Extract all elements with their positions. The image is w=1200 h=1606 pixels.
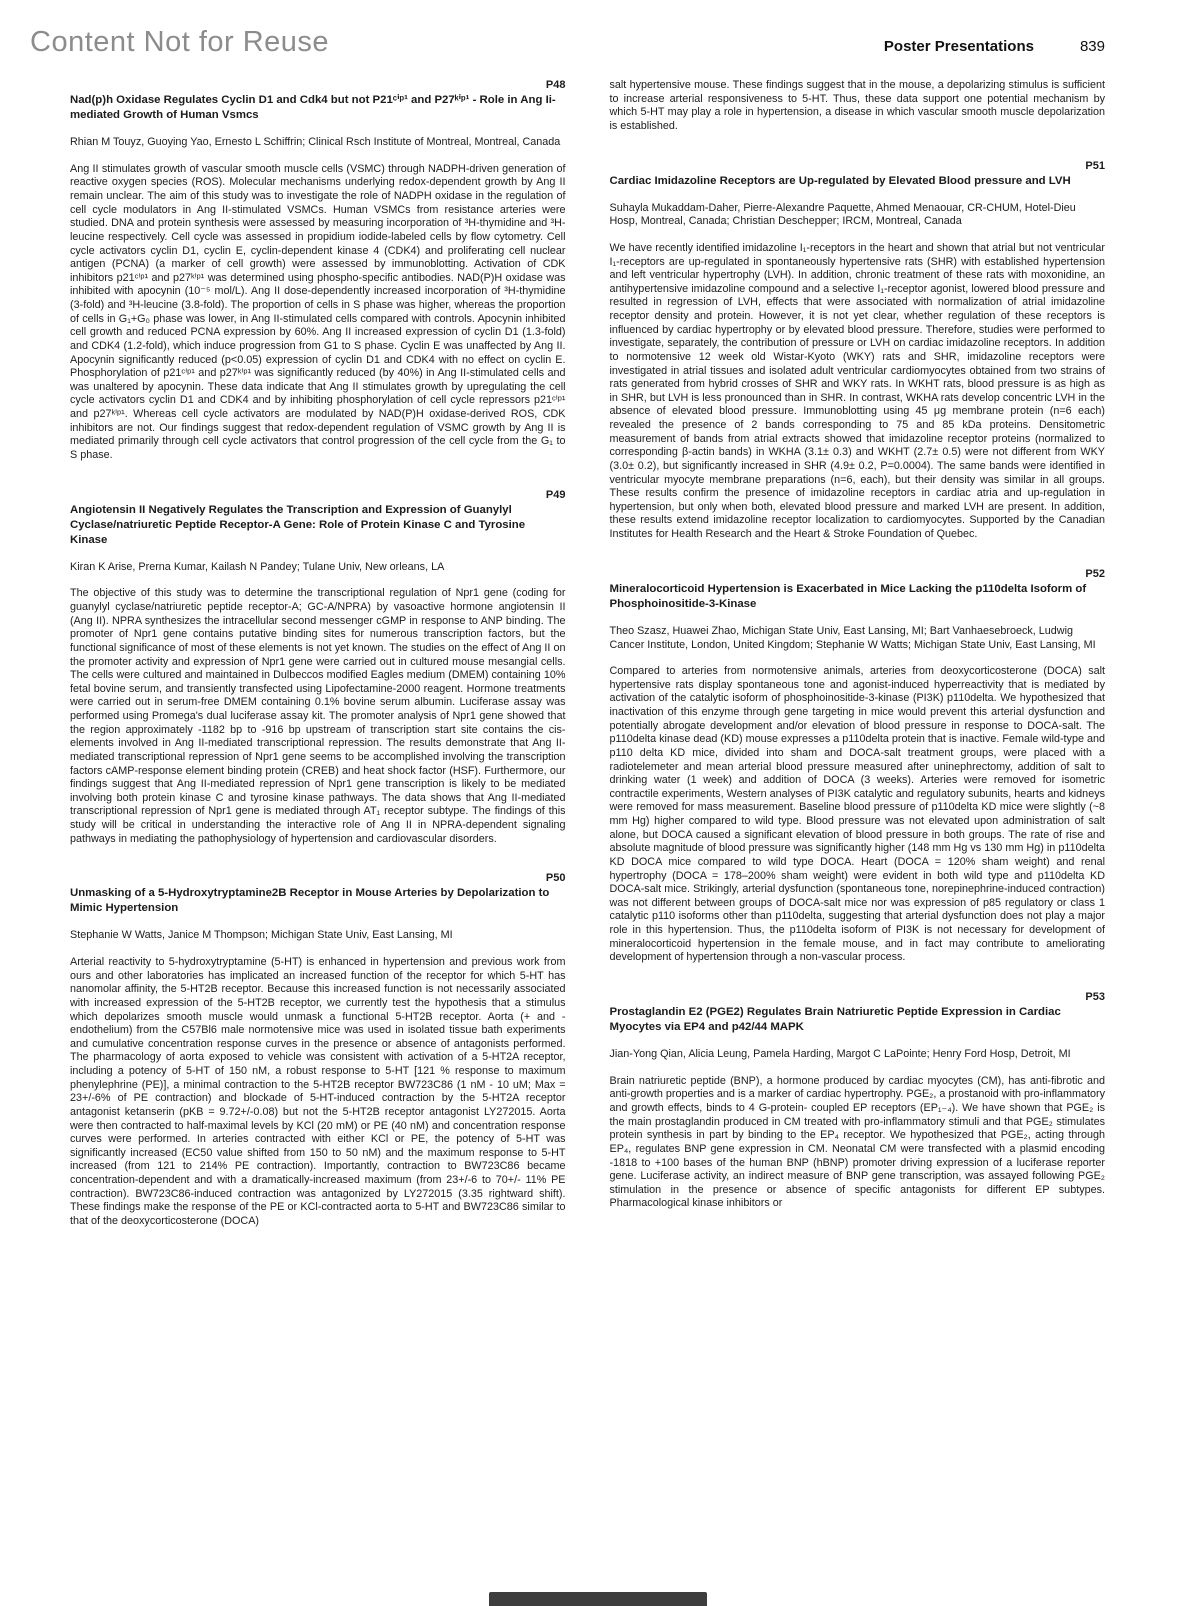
abstract-authors: Jian-Yong Qian, Alicia Leung, Pamela Harding, Margot C LaPointe; Henry Ford Hosp, Detroit, MI [609, 1048, 1071, 1061]
abstract-title: Unmasking of a 5-Hydroxytryptamine2B Receptor in Mouse Arteries by Depolarization to Mimic Hypertension [70, 887, 550, 915]
page-header [30, 26, 1105, 59]
section-title: Poster Presentations [883, 38, 1034, 55]
abstract-title: Prostaglandin E2 (PGE2) Regulates Brain Natriuretic Peptide Expression in Cardiac Myocytes via EP4 and p42/44 MAPK [609, 1005, 1061, 1033]
abstract-authors: Rhian M Touyz, Guoying Yao, Ernesto L Schiffrin; Clinical Rsch Institute of Montreal, Montreal, Canada [70, 136, 561, 149]
abstract-title: Cardiac Imidazoline Receptors are Up-regulated by Elevated Blood pressure and LVH [609, 174, 1071, 187]
abstract [610, 991, 1106, 1211]
running-head [884, 38, 1105, 56]
abstract-authors: Suhayla Mukaddam-Daher, Pierre-Alexandre Paquette, Ahmed Menaouar, CR-CHUM, Hotel-Dieu Hosp, Montreal, Canada; Christian Deschepper; IRCM, Montreal, Canada [609, 201, 1076, 228]
left-column [70, 79, 566, 1229]
abstract-body: Ang II stimulates growth of vascular smooth muscle cells (VSMC) through NADPH-driven generation of reactive oxygen species (ROS). Molecular mechanisms underlying redox-dependent growth by Ang II remain unclear. The aim of this study was to investigate the role of NADPH oxidase in the regulation of cell cycle modulators in Ang II-stimulated VSMCs. Human VSMCs from resistance arteries were studied. DNA and protein synthesis were assessed by measuring incorporation of ³H-thymidine and ³H-leucine respectively. Cell cycle was assessed in propidium iodide-labeled cells by flow cytometry. Cell cycle activators cyclin D1, cyclin E, cyclin-dependent kinase 4 (CDK4) and proliferating cell nuclear antigen (PCNA) (a marker of cell growth) were assessed by immunoblotting. Activation of CDK inhibitors p21ᶜⁱᵖ¹ and p27ᵏⁱᵖ¹ was determined using phospho-specific antibodies. NAD(P)H oxidase was inhibited with apocynin (10⁻⁵ mol/L). Ang II dose-dependently increased incorporation of ³H-thymidine (3-fold) and ³H-leucine (3.8-fold). The proportion of cells in S phase was higher, whereas the proportion of cells in G₁+G₀ phase was lower, in Ang II-stimulated cells compared with controls. Apocynin inhibited cell growth and reduced PCNA expression by 60%. Ang II increased expression of cyclin D1 (1.3-fold) and CDK4 (1.2-fold), which induce progression from G1 to S phase. Cyclin E was unaffected by Ang II. Apocynin significantly reduced (p<0.05) expression of cyclin D1 and CDK4 with no effect on cyclin E. Phosphorylation of p21ᶜⁱᵖ¹ and p27ᵏⁱᵖ¹ was significantly reduced (by 40%) in Ang II-stimulated cells and was unaltered by apocynin. These data indicate that Ang II stimulates growth by upregulating the cell cycle activators cyclin D1 and CDK4 and by inhibiting phosphorylation of cell cycle repressors p21ᶜⁱᵖ¹ and p27ᵏⁱᵖ¹. Whereas cell cycle activators are modulated by NAD(P)H oxidase-derived ROS, CDK inhibitors are not. Our findings suggest that redox-dependent regulation of VSMC growth by Ang II is mediated primarily through cell cycle activators that control progression of the cell cycle from the G₁ to S phase. [70, 162, 566, 461]
abstract-id: P49 [545, 488, 566, 501]
right-column [610, 79, 1106, 1229]
abstract-title: Angiotensin II Negatively Regulates the Transcription and Expression of Guanylyl Cyclase/natriuretic Peptide Receptor-A Gene: Role of Protein Kinase C and Tyrosine Kinase [70, 503, 526, 546]
abstract [70, 79, 566, 463]
abstract-authors: Kiran K Arise, Prerna Kumar, Kailash N Pandey; Tulane Univ, New orleans, LA [70, 560, 445, 573]
abstract [70, 489, 566, 847]
abstract-id: P52 [1085, 567, 1105, 580]
abstract-id: P48 [545, 79, 566, 91]
abstract-id: P50 [545, 872, 566, 885]
abstract [70, 872, 566, 1228]
watermark-text: Content Not for Reuse [30, 26, 330, 58]
abstract-authors: Theo Szasz, Huawei Zhao, Michigan State Univ, East Lansing, MI; Bart Vanhaesebroeck, Ludwig Cancer Institute, London, United Kingdom; Stephanie W Watts; Michigan State Univ, East Lansing, MI [609, 624, 1096, 651]
abstract-body: We have recently identified imidazoline I₁-receptors in the heart and shown that atrial but not ventricular I₁-receptors are up-regulated in spontaneously hypertensive rats (SHR) with established hypertension and left ventricular hypertrophy (LVH). In addition, chronic treatment of these rats with moxonidine, an antihypertensive imidazoline compound and a selective I₁-receptor agonist, lowered blood pressure and resulted in regression of LVH, effects that were associated with normalization of atrial imidazoline receptor density and protein. However, it is not yet clear, whether regulation of these receptors is influenced by cardiac hypertrophy or by elevated blood pressure. Therefore, studies were performed to investigate, separately, the contribution of pressure or LVH on cardiac imidazoline receptors. In addition to normotensive 12 week old Wistar-Kyoto (WKY) rats and SHR, imidazoline receptors were investigated in atrial tissues and isolated adult ventricular cardiomyocytes obtained from two strains of rats generated from hybrid crosses of SHR and WKY rats. In WKHT rats, blood pressure is as high as in SHR, but LVH is less pronounced than in SHR. In contrast, WKHA rats develop concentric LVH in the absence of elevated blood pressure. Immunoblotting using 45 μg membrane protein (n=6 each) revealed the presence of 2 bands corresponding to 75 and 85 kDa proteins. Densitometric measurement of bands from atrial extracts showed that imidazoline receptor proteins (normalized to corresponding β-actin bands) in WKHA (3.1± 0.3) and WKHT (2.7± 0.5) were not different from WKY (3.0± 0.2), but significantly increased in SHR (4.9± 0.2, P=0.0004). The same bands were identified in ventricular myocyte membrane preparations (n=6, each), but their density was similar in all groups. These results confirm the presence of imidazoline receptors in cardiac atria and up-regulation in hypertension, but only when both, elevated blood pressure and marked LVH are present. In addition, these results extend imidazoline receptor localization to cardiomyocytes. Supported by the Canadian Institutes for Health Research and the Heart & Stroke Foundation of Quebec. [609, 241, 1105, 541]
scan-artifact-bar [489, 1592, 707, 1606]
two-column-layout [70, 79, 1105, 1229]
abstract-id: P53 [1085, 990, 1105, 1003]
abstract-id: P51 [1085, 159, 1105, 172]
abstract [610, 79, 1106, 134]
abstract-body: Compared to arteries from normotensive animals, arteries from deoxycorticosterone (DOCA) salt hypertensive rats display spontaneous tone and agonist-induced hyperreactivity that is mediated by activation of the catalytic isoform of phosphoinositide-3-kinase (PI3K) p110delta. We hypothesized that inactivation of this enzyme through gene targeting in mice would prevent this arterial dysfunction and potentially abrogate development and/or elevation of blood pressure in response to DOCA-salt. The p110delta kinase dead (KD) mouse expresses a p110delta protein that is inactive. Female wild-type and p110 delta KD mice, divided into sham and DOCA-salt treatment groups, were placed with a radiotelemeter and mean arterial blood pressure measured after uninephrectomy, addition of salt to drinking water (1 week) and addition of DOCA (3 weeks). Arteries were removed for isometric contractile experiments, Western analyses of PI3K catalytic and regulatory subunits, hearts and kidneys were removed for mass measurement. Baseline blood pressure of p110delta KD mice were slightly (~8 mm Hg) higher compared to wild type. Blood pressure was not elevated upon administration of salt alone, but DOCA caused a significant elevation of blood pressure in both groups. The rate of rise and absolute magnitude of blood pressure was significantly higher (148 mm Hg vs 130 mm Hg) in p110delta KD DOCA mice compared to wild type DOCA. Heart (DOCA = 120% sham weight) and renal hypertrophy (DOCA = 178–200% sham weight) were evident in both wild type and p110delta KD DOCA-salt mice. Strikingly, arterial dysfunction (spontaneous tone, norepinephrine-induced contraction) was not different between groups of DOCA-salt mice nor was expression of p85 regulatory or class 1 catalytic p110 isoforms other than p110delta, suggesting that arterial dysfunction does not play a major role in this hypertension. Thus, the p110delta isoform of PI3K is not necessary for development of mineralocorticoid hypertension in the female mouse, and in fact may contribute to ameliorating development of hypertension through a non-vascular process. [609, 665, 1105, 964]
abstract-title: Nad(p)h Oxidase Regulates Cyclin D1 and Cdk4 but not P21ᶜⁱᵖ¹ and P27ᵏⁱᵖ¹ - Role in Ang Ii-mediated Growth of Human Vsmcs [70, 94, 556, 122]
abstract-body: Arterial reactivity to 5-hydroxytryptamine (5-HT) is enhanced in hypertension and previous work from ours and other laboratories has implicated an increased function of the receptor for which 5-HT has nanomolar affinity, the 5-HT2B receptor. Because this increased function is not necessarily associated with increased expression of the 5-HT2B receptor, we currently test the hypothesis that a stimulus which depolarizes smooth muscle would unmask a functional 5-HT2B receptor. Aorta (+ and - endothelium) from the C57Bl6 male normotensive mice was used in isolated tissue bath experiments and cumulative concentration response curves in the presence or absence of antagonists performed. The pharmacology of aorta exposed to vehicle was consistent with activation of a 5-HT2A receptor, including a potency of 5-HT of 150 nM, a robust response to 5-HT [121 % response to maximum phenylephrine (PE)], a minimal contraction to the 5-HT2B receptor BW723C86 (1 nM - 10 uM; Max = 23+/-6% of PE contraction) and blockade of 5-HT-induced contraction by the 5-HT2A receptor antagonist ketanserin (pKB = 9.72+/-0.08) but not the 5-HT2B receptor antagonist LY272015. Aorta were then contracted to half-maximal levels by KCl (20 mM) or PE (40 nM) and concentration response curves were performed. In arteries contracted with either KCl or PE, the potency of 5-HT was significantly increased (EC50 value shifted from 150 to 50 nM) and the maximum response to 5-HT increased (from 121 to 214% PE contraction). Importantly, contraction to BW723C86 became concentration-dependent and with a dramatically-increased maximum (from 23+/-6 to 70+/- 11% PE contraction). BW723C86-induced contraction was antagonized by LY272015 (3.35 rightward shift). These findings make the response of the PE or KCl-contracted aorta to 5-HT and BW723C86 similar to that of the deoxycorticosterone (DOCA) [70, 956, 566, 1227]
abstract [610, 568, 1106, 965]
abstract-title: Mineralocorticoid Hypertension is Exacerbated in Mice Lacking the p110delta Isoform of Phosphoinositide-3-Kinase [609, 582, 1087, 610]
abstract-body: The objective of this study was to determine the transcriptional regulation of Npr1 gene (coding for guanylyl cyclase/natriuretic peptide receptor-A; GC-A/NPRA) by vasoactive hormone angiotensin II (Ang II). NPRA synthesizes the intracellular second messenger cGMP in response to ANP binding. The promoter of Npr1 gene contains putative binding sites for numerous transcription factors, but the functional significance of most of these elements is not yet known. The studies on the effect of Ang II on the promoter activity and expression of Npr1 gene were carried out in cultured mouse mesangial cells. The cells were cultured and maintained in Dulbeccos modified Eagles medium (DMEM) containing 10% fetal bovine serum, and transiently transfected using Lipofectamine-2000 reagent. Hormone treatments were carried out in serum-free DMEM containing 0.1% bovine serum albumin. Luciferase assay was performed using Promega's dual luciferase assay kit. The promoter analysis of Npr1 gene showed that the region approximately -1182 bp to -916 bp upstream of transcription start site contains the cis-elements involved in Ang II-mediated transcriptional repression. The results demonstrate that Ang II-mediated transcriptional repression of Npr1 gene seems to be accomplished involving the transcription factors cAMP-response element binding protein (CREB) and heat shock factor (HSF). Furthermore, our findings suggest that Ang II-mediated repression of Npr1 gene transcription is likely to be mediated involving both protein kinase C and tyrosine kinase pathways. The data shows that Ang II-mediated transcriptional repression of Npr1 gene is mediated through AT₁ receptor subtype. The findings of this study will be critical in understanding the interactive role of Ang II in NPRA-dependent signaling pathways in mediating the pathophysiology of hypertension and cardiovascular disorders. [70, 587, 566, 845]
abstract-body: salt hypertensive mouse. These findings suggest that in the mouse, a depolarizing stimulus is sufficient to increase arterial responsiveness to 5-HT. Thus, these data support one potential mechanism by which 5-HT may play a role in hypertension, a disease in which vascular smooth muscle depolarization is established. [609, 79, 1105, 132]
abstract [610, 160, 1106, 542]
abstract-body: Brain natriuretic peptide (BNP), a hormone produced by cardiac myocytes (CM), has anti-fibrotic and anti-growth properties and is a marker of cardiac hypertrophy. PGE₂, a prostanoid with pro-inflammatory and growth effects, binds to 4 G-protein- coupled EP receptors (EP₁₋₄). We have shown that PGE₂ is the main prostaglandin produced in CM treated with pro-inflammatory stimuli and that PGE₂ stimulates protein synthesis in part by binding to the EP₄ receptor. We hypothesized that PGE₂, acting through EP₄, regulates BNP gene expression in CM. Neonatal CM were transfected with a plasmid encoding -1818 to +100 bases of the human BNP (hBNP) promoter driving expression of a luciferase reporter gene. Luciferase activity, an indirect measure of BNP gene transcription, was assayed following PGE₂ stimulation in the presence or absence of specific antagonists for different EP subtypes. Pharmacological kinase inhibitors or [609, 1074, 1105, 1210]
page-number: 839 [1079, 38, 1105, 55]
abstract-authors: Stephanie W Watts, Janice M Thompson; Michigan State Univ, East Lansing, MI [70, 929, 453, 942]
